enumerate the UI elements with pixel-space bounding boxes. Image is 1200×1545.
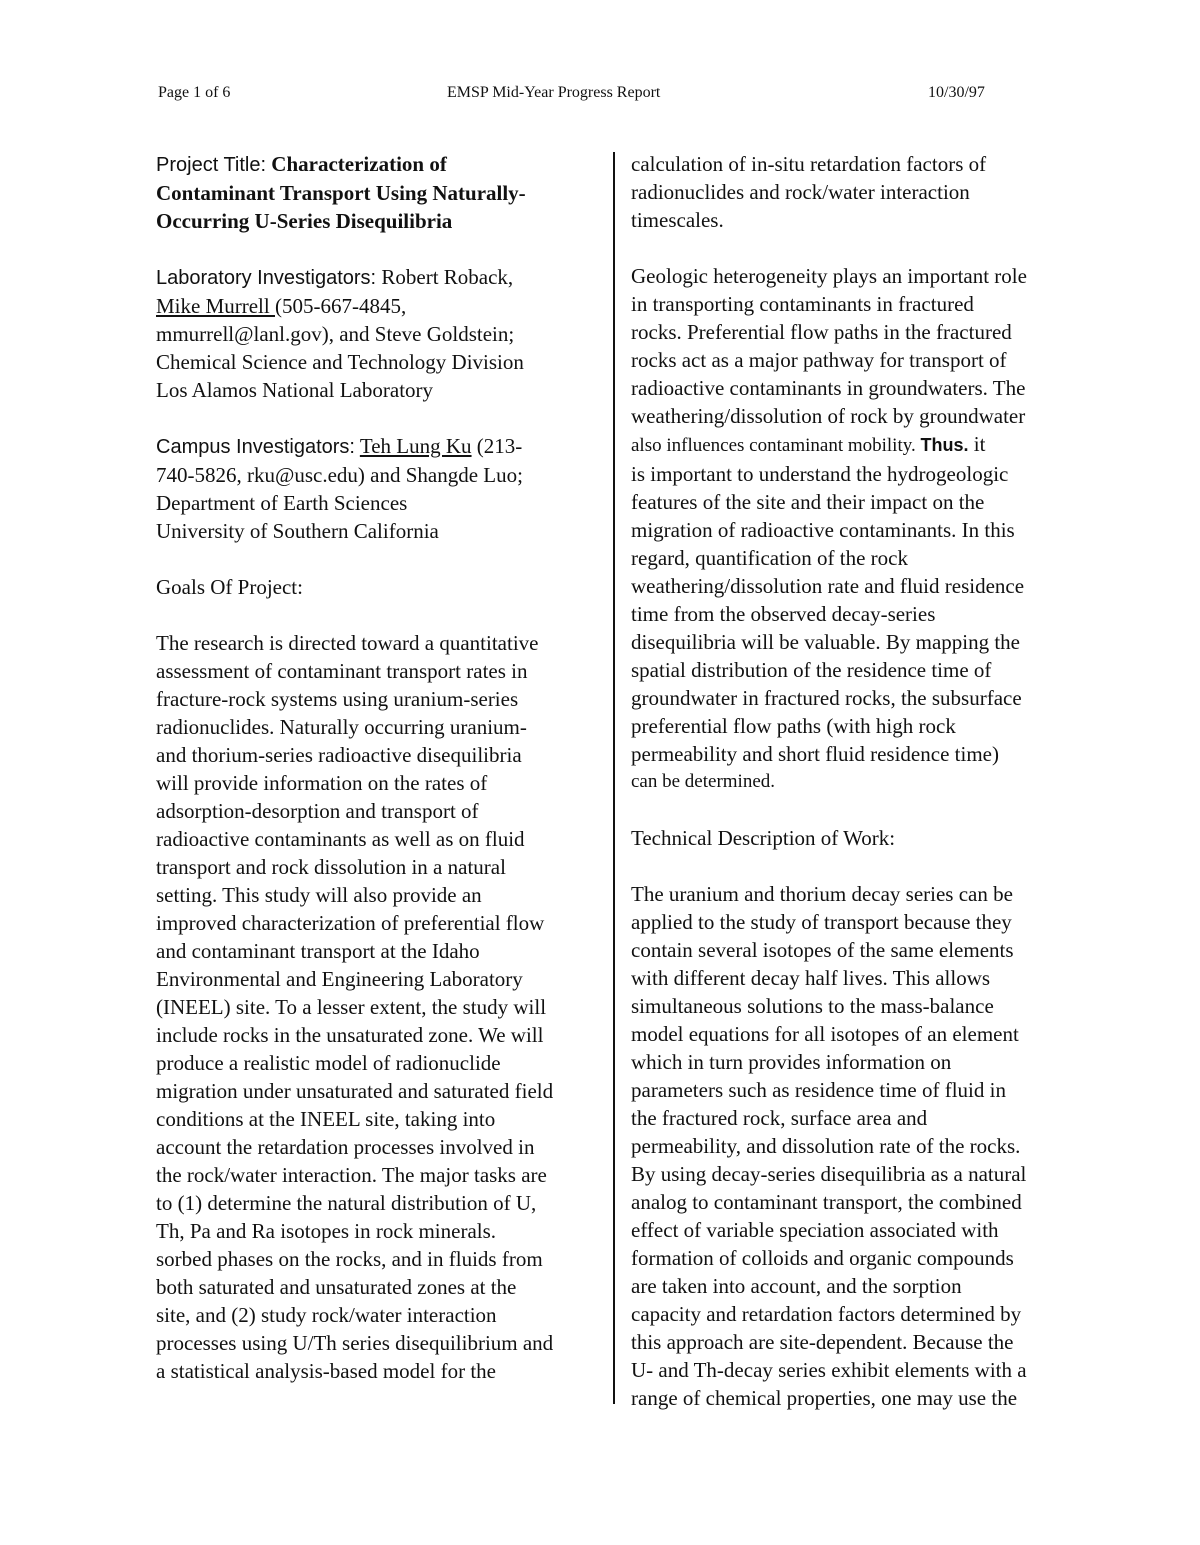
goals-line: and thorium-series radioactive disequilibria <box>156 743 522 767</box>
campus-investigators-line: 740-5826, rku@usc.edu) and Shangde Luo; <box>156 463 523 487</box>
geology-line: features of the site and their impact on the <box>631 490 985 514</box>
goals-line: to (1) determine the natural distribution of U, <box>156 1191 537 1215</box>
page-number: Page 1 of 6 <box>158 84 231 101</box>
goals-line: conditions at the INEEL site, taking into <box>156 1107 496 1131</box>
technical-line: permeability, and dissolution rate of the rocks. <box>631 1134 1021 1158</box>
lab-investigators-line: mmurrell@lanl.gov), and Steve Goldstein; <box>156 322 515 346</box>
technical-heading: Technical Description of Work: <box>631 826 896 850</box>
goals-paragraph <box>156 629 596 1385</box>
technical-line: are taken into account, and the sorption <box>631 1274 962 1298</box>
goals-line: fracture-rock systems using uranium-series <box>156 687 519 711</box>
technical-line: U- and Th-decay series exhibit elements with a <box>631 1358 1027 1382</box>
goals-line: processes using U/Th series disequilibrium and <box>156 1331 554 1355</box>
goals-line: radioactive contaminants as well as on fluid <box>156 827 525 851</box>
geology-line: weathering/dissolution of rock by groundwater <box>631 404 1026 428</box>
goals-line: a statistical analysis-based model for the <box>156 1359 496 1383</box>
geology-text: it <box>968 432 986 456</box>
goals-line: calculation of in-situ retardation factors of <box>631 152 987 176</box>
thus-bold: Thus. <box>920 435 969 455</box>
geology-line: permeability and short fluid residence time) <box>631 742 999 766</box>
goals-line: migration under unsaturated and saturated field <box>156 1079 554 1103</box>
goals-line: sorbed phases on the rocks, and in fluids from <box>156 1247 543 1271</box>
lab-investigators-line: Chemical Science and Technology Division <box>156 350 524 374</box>
geology-line: rocks act as a major pathway for transport of <box>631 348 1007 372</box>
right-column <box>631 150 1076 1412</box>
geology-paragraph <box>631 262 1076 796</box>
technical-line: By using decay-series disequilibria as a natural <box>631 1162 1027 1186</box>
murrell-link[interactable]: Mike Murrell <box>156 294 275 318</box>
technical-line: applied to the study of transport because they <box>631 910 1012 934</box>
goals-line: site, and (2) study rock/water interaction <box>156 1303 497 1327</box>
goals-heading: Goals Of Project: <box>156 575 303 599</box>
geology-line: Geologic heterogeneity plays an important role <box>631 264 1027 288</box>
geology-line: in transporting contaminants in fractured <box>631 292 974 316</box>
project-title-text: Contaminant Transport Using Naturally- <box>156 181 526 205</box>
technical-line: analog to contaminant transport, the combined <box>631 1190 1022 1214</box>
column-divider <box>613 152 615 1404</box>
goals-line: setting. This study will also provide an <box>156 883 482 907</box>
left-column <box>156 150 596 1385</box>
goals-line: timescales. <box>631 208 724 232</box>
geology-line: groundwater in fractured rocks, the subsurface <box>631 686 1022 710</box>
project-title-label: Project Title: <box>156 154 267 176</box>
goals-line: (INEEL) site. To a lesser extent, the study will <box>156 995 547 1019</box>
geology-line: migration of radioactive contaminants. In this <box>631 518 1015 542</box>
goals-line: account the retardation processes involved in <box>156 1135 535 1159</box>
lab-investigators-text: (505-667-4845, <box>274 294 407 318</box>
goals-continuation <box>631 150 1076 234</box>
geology-line: rocks. Preferential flow paths in the fractured <box>631 320 1012 344</box>
lab-investigators-line: Los Alamos National Laboratory <box>156 378 434 402</box>
goals-line: improved characterization of preferential flow <box>156 911 545 935</box>
goals-line: Environmental and Engineering Laboratory <box>156 967 523 991</box>
goals-line: will provide information on the rates of <box>156 771 488 795</box>
technical-line: parameters such as residence time of fluid in <box>631 1078 1006 1102</box>
project-title-block <box>156 150 596 235</box>
report-title: EMSP Mid-Year Progress Report <box>447 84 661 101</box>
technical-line: formation of colloids and organic compounds <box>631 1246 1014 1270</box>
goals-line: both saturated and unsaturated zones at the <box>156 1275 517 1299</box>
technical-line: which in turn provides information on <box>631 1050 952 1074</box>
goals-line: radionuclides. Naturally occurring uranium- <box>156 715 527 739</box>
goals-line: assessment of contaminant transport rates in <box>156 659 528 683</box>
ku-link[interactable]: Teh Lung Ku <box>359 434 472 458</box>
campus-investigators-line <box>156 432 596 461</box>
geology-line: radioactive contaminants in groundwaters. The <box>631 376 1026 400</box>
goals-line: Th, Pa and Ra isotopes in rock minerals. <box>156 1219 497 1243</box>
lab-investigators-block <box>156 263 596 404</box>
geology-line: disequilibria will be valuable. By mapping the <box>631 630 1021 654</box>
technical-line: range of chemical properties, one may use the <box>631 1386 1018 1410</box>
technical-line: this approach are site-dependent. Because the <box>631 1330 1014 1354</box>
project-title-text: Characterization of <box>271 152 447 176</box>
technical-line: simultaneous solutions to the mass-balance <box>631 994 994 1018</box>
geology-line: preferential flow paths (with high rock <box>631 714 956 738</box>
project-title-text: Occurring U-Series Disequilibria <box>156 209 453 233</box>
goals-line: produce a realistic model of radionuclide <box>156 1051 501 1075</box>
lab-investigators-text: Robert Roback, <box>376 265 514 289</box>
campus-investigators-label: Campus Investigators: <box>156 436 355 458</box>
goals-line: include rocks in the unsaturated zone. We will <box>156 1023 544 1047</box>
campus-investigators-text: (213- <box>471 434 523 458</box>
lab-investigators-line <box>156 263 596 292</box>
lab-investigators-label: Laboratory Investigators: <box>156 267 377 289</box>
technical-line: capacity and retardation factors determined by <box>631 1302 1022 1326</box>
technical-line: The uranium and thorium decay series can be <box>631 882 1013 906</box>
goals-line: adsorption-desorption and transport of <box>156 799 479 823</box>
goals-line: radionuclides and rock/water interaction <box>631 180 970 204</box>
goals-line: transport and rock dissolution in a natural <box>156 855 506 879</box>
project-title-line <box>156 150 596 179</box>
technical-line: the fractured rock, surface area and <box>631 1106 928 1130</box>
geology-line: can be determined. <box>631 771 776 792</box>
geology-line: is important to understand the hydrogeologic <box>631 462 1009 486</box>
lab-investigators-line <box>156 292 596 320</box>
geology-text: also influences contaminant mobility. <box>631 435 921 456</box>
report-date: 10/30/97 <box>928 84 985 101</box>
geology-line: spatial distribution of the residence time of <box>631 658 992 682</box>
campus-investigators-line: Department of Earth Sciences <box>156 491 408 515</box>
goals-line: the rock/water interaction. The major tasks are <box>156 1163 547 1187</box>
campus-investigators-block <box>156 432 596 545</box>
technical-line: effect of variable speciation associated with <box>631 1218 999 1242</box>
goals-line: and contaminant transport at the Idaho <box>156 939 480 963</box>
technical-paragraph <box>631 880 1076 1412</box>
technical-line: model equations for all isotopes of an element <box>631 1022 1019 1046</box>
geology-line: time from the observed decay-series <box>631 602 936 626</box>
geology-line: weathering/dissolution rate and fluid residence <box>631 574 1025 598</box>
goals-line: The research is directed toward a quantitative <box>156 631 539 655</box>
geology-line: regard, quantification of the rock <box>631 546 908 570</box>
geology-line <box>631 430 1076 460</box>
technical-line: contain several isotopes of the same elements <box>631 938 1014 962</box>
campus-investigators-line: University of Southern California <box>156 519 439 543</box>
technical-line: with different decay half lives. This allows <box>631 966 991 990</box>
